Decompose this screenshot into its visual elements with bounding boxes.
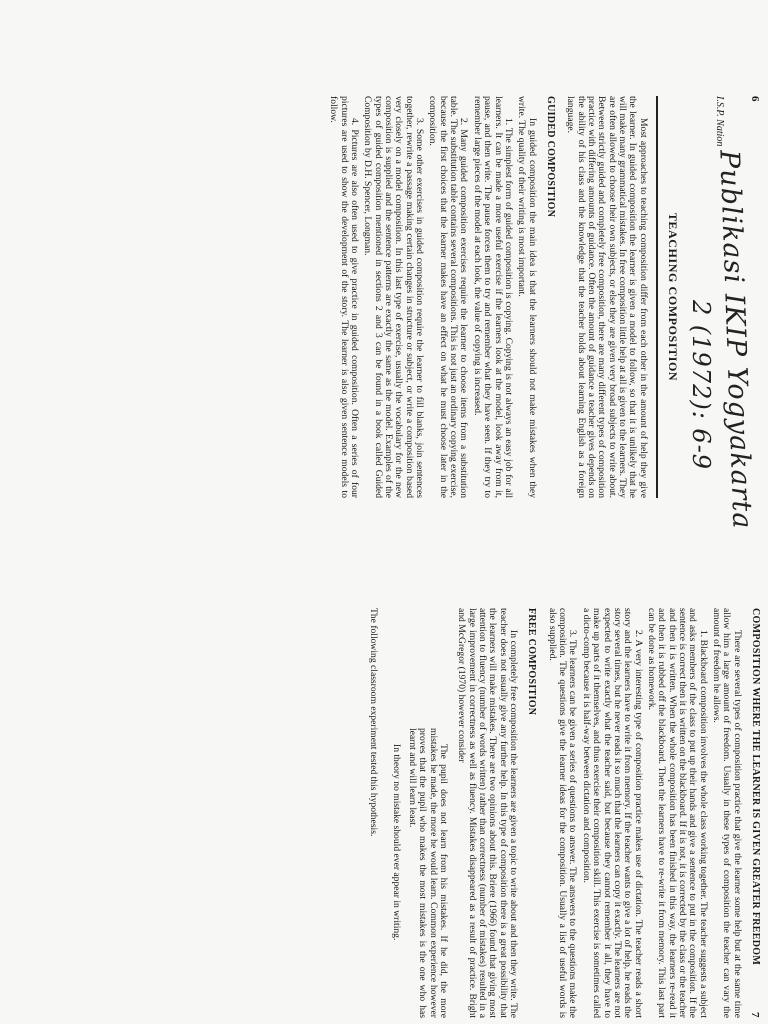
paragraph: 2. Many guided composition exercises require the learner to choose items from a substitution table. The substitution table contains several compositions. This is not just an ordinary copying exercise, because the first choices that the learner makes have an effect on what he must choose later in the composition. bbox=[427, 96, 470, 498]
paragraph: In completely free composition the learners are given a topic to write about and then they write. The teacher does not usually give any further help. In this type of composition there is a great possibility that the learners will make mistakes. There are two opinions about this. Briere (1966) found that giving most attention to fluency (number of words written) rather than correctness (number of mistakes) resulted in a large improvement in correctness as well as fluency. Mistakes disappeared as a result of practice. Bright and McGregor (1970) however consider bbox=[456, 608, 520, 1018]
section-heading-free: FREE COMPOSITION bbox=[526, 608, 538, 716]
left-page-column bbox=[325, 96, 678, 498]
paragraph: In guided composition the main idea is that the learners should not make mistakes when they write. The quality of their writing is most important. bbox=[516, 96, 538, 498]
section-heading-guided: GUIDED COMPOSITION bbox=[544, 96, 556, 218]
handwritten-annotation-1: Publikasi IKIP Yogyakarta bbox=[713, 149, 758, 530]
paragraph: 2. A very interesting type of composition practice makes use of dictation. The teacher reads a short story and the learners have to write it from memory. If the teacher wants to give a lot of help, he reads the story several times, but he never reads it so much that the learners can copy it exactly. The learners are not expected to write exactly what the teacher said, but because they cannot remember it all, they have to make up parts of it themselves, and thus exercise their composition skill. This exercise is sometimes called a dicto-comp because it is half-way between dictation and composition. bbox=[580, 608, 644, 1018]
title-rule bbox=[656, 96, 658, 498]
page-number-left: 6 bbox=[749, 96, 761, 102]
paragraph: 3. Some other exercises in guided composition require the learner to fill blanks, join sentences together, rewrite a passage making certain changes in structure or subject, or write a composition based very closely on a model composition. In this last type of exercise, usually the vocabulary for the new composition is supplied and the sentence patterns are exactly the same as the model. Examples of the types of guided composition mentioned in sections 2 and 3 can be found in a book called Guided Composition by D.H. Spencer, Longman. bbox=[362, 96, 426, 498]
article-title: TEACHING COMPOSITION bbox=[666, 212, 680, 382]
paragraph: 1. The simplest form of guided composition is copying. Copying is not always an easy job for all learners. It can be made a more useful exercise if the learners look at the model, look away from it, pause, and then write. The pause forces them to try and remember what they have seen. If they try to remember large pieces of the model at each look, the value of copying is increased. bbox=[471, 96, 514, 498]
paragraph: 3. The learners can be given a series of questions to answer. The answers to the questions make the composition. The questions give the learner ideas for the composition. Usually a list of useful words is also supplied. bbox=[546, 608, 579, 1018]
section-heading-freedom: COMPOSITION WHERE THE LEARNER IS GIVEN GREATER FREEDOM bbox=[750, 608, 761, 966]
closing-sentence: The following classroom experiment tested this hypothesis. bbox=[368, 608, 380, 837]
paragraph: 1. Blackboard composition involves the whole class working together. The teacher suggests a subject and asks members of the class to put up their hands and give a sentence to put in the composition. If the sentence is correct then it is written on the blackboard. If it is not, it is corrected by the class or the teacher and then it is written. When the whole composition has been finished in this way, the learners re-read it and then it is rubbed off the blackboard. Then the learners have to re-write it from memory. This last part can be done as homework. bbox=[645, 608, 709, 1019]
author-name: I.S.P. Nation bbox=[714, 96, 725, 147]
intro-paragraph: Most approaches to teaching composition differ from each other in the amount of help they give the learner. In guided composition the learner is given a model to follow, so that it is unlikely that he will make many grammatical mistakes. In free composition little help at all is given to the learners. They are often allowed to choose their own subjects, or else they are given very broad subjects to write about. Between strictly guided and completely free composition, there are many different types of composition practice with differing amounts of guidance. Often the amount of guidance a teacher gives depends on the ability of his class and the knowledge that the teacher holds about learning English as a foreign language. bbox=[565, 96, 649, 498]
right-page-column bbox=[365, 608, 760, 1018]
block-quote: The pupil does not learn from his mistakes. If he did, the more mistakes he made, the more he would learn. Common experience however proves that the pupil who makes the most mistakes is the one who has learnt and will learn least. bbox=[407, 728, 450, 1018]
handwritten-annotation-2: 2 (1972): 6-9 bbox=[687, 300, 715, 471]
paragraph: 4. Pictures are also often used to give practice in guided composition. Often a series of four pictures are used to show the development of the story. The learner is also given sentence models to follow. bbox=[328, 96, 361, 498]
block-quote: In theory no mistake should ever appear in writing. bbox=[390, 744, 402, 941]
paragraph: There are several types of composition practice that give the learner some help but at the same time allow him a large amount of freedom. Usually in these types of composition the teacher can vary the amount of freedom he allows. bbox=[710, 608, 743, 1018]
page-number-right: 7 bbox=[749, 1012, 761, 1018]
